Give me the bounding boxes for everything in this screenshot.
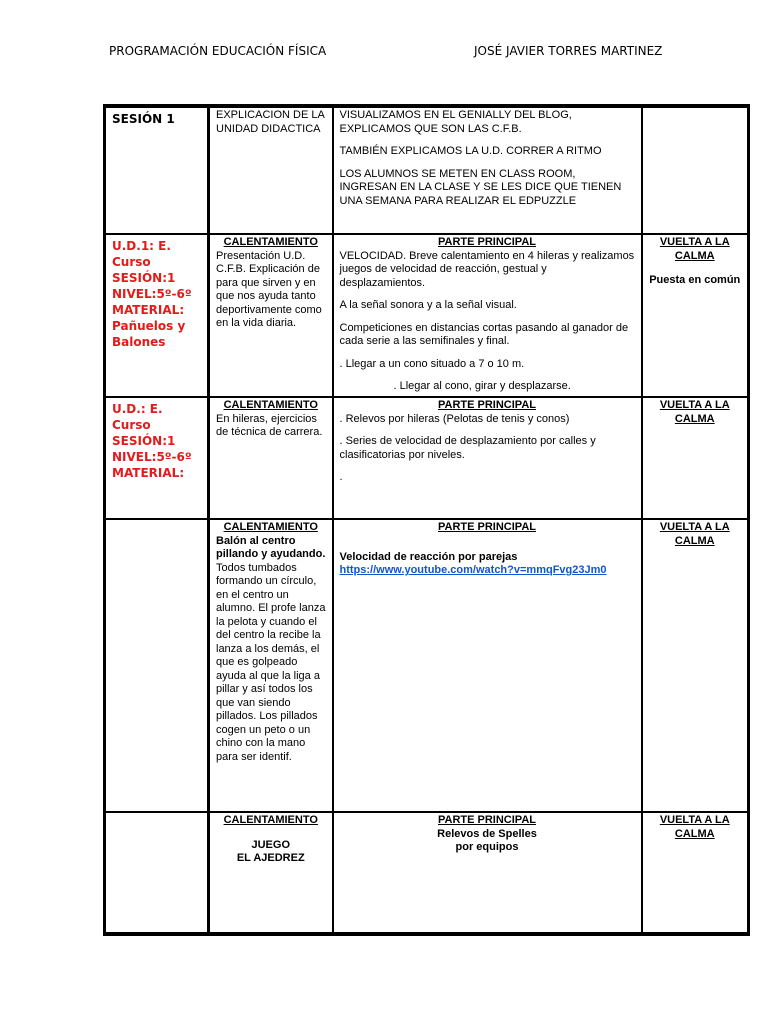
- document-header-right: JOSÉ JAVIER TORRES MARTINEZ: [474, 44, 663, 58]
- cell-text: . Llegar al cono, girar y desplazarse.: [393, 380, 571, 392]
- warmup-cell: [209, 519, 333, 812]
- table-row: [105, 397, 749, 519]
- cooldown-heading: VUELTA A LA CALMA: [659, 814, 730, 840]
- level-label: NIVEL:5º-6º: [112, 287, 192, 301]
- main-part-cell: [333, 519, 642, 812]
- main-part-cell: [333, 812, 642, 934]
- unit-info-cell: [105, 234, 209, 397]
- warmup-cell: [209, 234, 333, 397]
- warmup-heading: CALENTAMIENTO: [223, 521, 318, 533]
- cooldown-cell: [642, 519, 749, 812]
- main-part-heading: PARTE PRINCIPAL: [438, 399, 536, 411]
- cooldown-heading: VUELTA A LA CALMA: [659, 521, 730, 547]
- cell-text: En hileras, ejercicios de técnica de carrera.: [216, 412, 323, 438]
- empty-cell: [105, 812, 209, 934]
- cell-text: VELOCIDAD. Breve calentamiento en 4 hileras y realizamos juegos de velocidad de reacción, gestual y desplazamientos.: [339, 249, 635, 289]
- cell-text: [216, 535, 326, 765]
- cooldown-heading: VUELTA A LA CALMA: [659, 399, 730, 425]
- warmup-cell: [209, 106, 333, 234]
- unit-info-cell: [105, 397, 209, 519]
- main-part-cell: [333, 234, 642, 397]
- main-part-heading: PARTE PRINCIPAL: [438, 236, 536, 248]
- main-part-heading: PARTE PRINCIPAL: [438, 521, 536, 533]
- game-title: Balón al centro pillando y ayudando.: [216, 534, 326, 560]
- warmup-cell: [209, 812, 333, 934]
- game-name: EL AJEDREZ: [236, 852, 305, 864]
- material-value: Pañuelos y Balones: [112, 319, 186, 349]
- session-cell: [105, 106, 209, 234]
- video-link[interactable]: https://www.youtube.com/watch?v=mmqFvg23Jm0: [339, 564, 607, 576]
- cell-text: A la señal sonora y a la señal visual.: [339, 299, 517, 311]
- material-label: MATERIAL:: [112, 466, 185, 480]
- cell-text: Presentación U.D. C.F.B. Explicación de para que sirven y en que nos ayuda tanto deportivamente como en la vida diaria.: [216, 249, 322, 329]
- cell-text: . Llegar a un cono situado a 7 o 10 m.: [339, 357, 525, 370]
- cell-text: EXPLICACION DE LA UNIDAD DIDACTICA: [216, 109, 325, 135]
- level-label: NIVEL:5º-6º: [112, 450, 192, 464]
- game-label: JUEGO: [251, 838, 290, 851]
- material-label: MATERIAL:: [112, 303, 185, 317]
- warmup-heading: CALENTAMIENTO: [223, 399, 318, 411]
- cell-text: Puesta en común: [649, 274, 741, 286]
- cell-text: LOS ALUMNOS SE METEN EN CLASS ROOM, INGRESAN EN LA CLASE Y SE LES DICE QUE TIENEN UNA SEMANA PARA REALIZAR EL EDPUZZLE: [339, 167, 622, 207]
- cell-text: VISUALIZAMOS EN EL GENIALLY DEL BLOG, EXPLICAMOS QUE SON LAS C.F.B.: [339, 109, 572, 135]
- cell-text: Competiciones en distancias cortas pasando al ganador de cada serie a las semifinales y final.: [339, 321, 629, 347]
- cooldown-cell: [642, 812, 749, 934]
- cooldown-cell: [642, 397, 749, 519]
- session-label: SESIÓN:1: [112, 434, 176, 448]
- cooldown-heading: VUELTA A LA CALMA: [659, 236, 730, 262]
- unit-label: U.D.: E. Curso: [112, 402, 163, 432]
- table-row: [105, 519, 749, 812]
- empty-cell: [105, 519, 209, 812]
- activity-title: Velocidad de reacción por parejas: [339, 550, 518, 563]
- cooldown-cell: [642, 106, 749, 234]
- unit-label: U.D.1: E. Curso: [112, 239, 171, 269]
- main-part-cell: [333, 106, 642, 234]
- warmup-cell: [209, 397, 333, 519]
- table-row: [105, 106, 749, 234]
- cell-text: . Series de velocidad de desplazamiento por calles y clasificatorias por niveles.: [339, 435, 596, 461]
- cell-text: .: [339, 471, 343, 483]
- main-part-heading: PARTE PRINCIPAL: [438, 814, 536, 826]
- cell-text: . Relevos por hileras (Pelotas de tenis y conos): [339, 412, 570, 425]
- session-plan-table: [103, 104, 750, 936]
- activity-line: por equipos: [455, 841, 519, 853]
- main-part-cell: [333, 397, 642, 519]
- warmup-heading: CALENTAMIENTO: [223, 814, 318, 826]
- table-row: [105, 234, 749, 397]
- activity-line: Relevos de Spelles: [437, 827, 537, 840]
- cell-text: TAMBIÉN EXPLICAMOS LA U.D. CORRER A RITMO: [339, 145, 602, 157]
- table-row: [105, 812, 749, 934]
- warmup-heading: CALENTAMIENTO: [223, 236, 318, 248]
- cooldown-cell: [642, 234, 749, 397]
- session-label: SESIÓN:1: [112, 271, 176, 285]
- session-label: SESIÓN 1: [112, 112, 175, 126]
- game-description: Todos tumbados formando un círculo, en el centro un alumno. El profe lanza la pelota y cuando el del centro la recibe la lanza a los demás, el que es golpeado ayuda al que la liga a pillar y así todos los que van siendo pillados. Los pillados cogen un peto o un chino con la mano para ser identif.: [216, 561, 326, 763]
- document-header-left: PROGRAMACIÓN EDUCACIÓN FÍSICA: [109, 44, 327, 58]
